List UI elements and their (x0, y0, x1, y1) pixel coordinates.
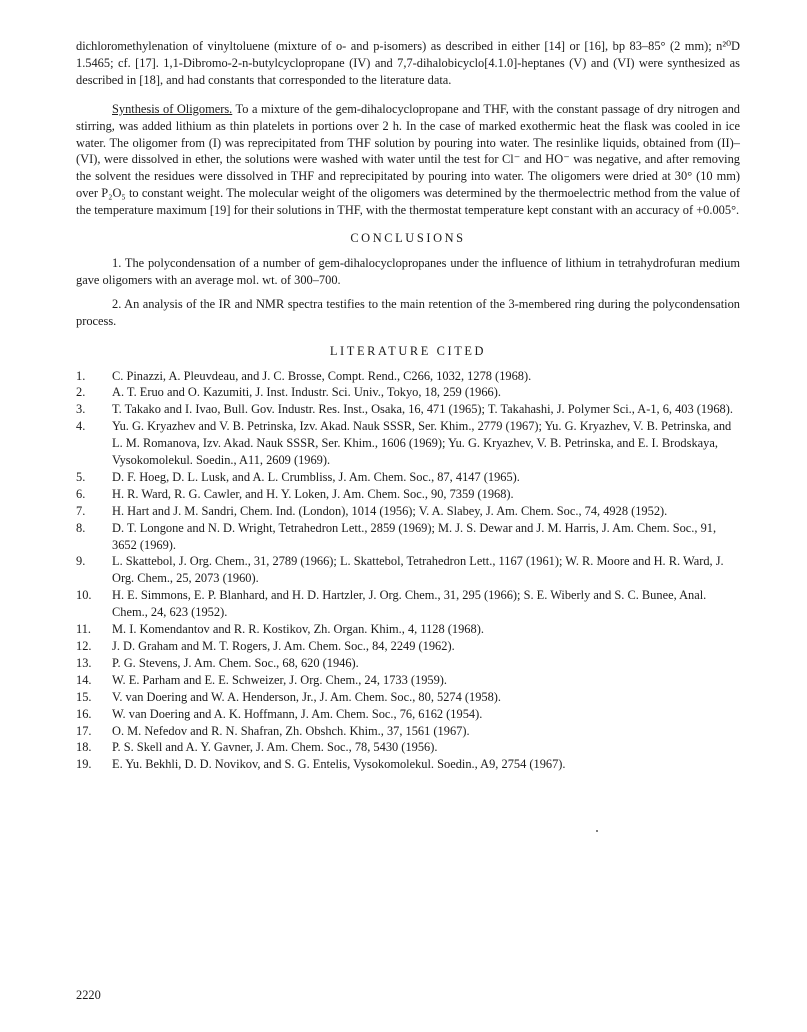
literature-heading: LITERATURE CITED (329, 343, 487, 358)
reference-item-3 (76, 401, 740, 418)
reference-number: 15. (76, 689, 92, 704)
reference-number: 17. (76, 723, 92, 738)
reference-number: 1. (76, 368, 86, 383)
reference-number: 11. (76, 622, 92, 637)
reference-item-17 (76, 723, 740, 740)
page-content (76, 38, 740, 773)
conclusion-item-2: 2. An analysis of the IR and NMR spectra testifies to the main retention of the 3-membered ring during the polycondensation process. (76, 296, 740, 328)
reference-item-2 (76, 384, 740, 401)
reference-text: W. van Doering and A. K. Hoffmann, J. Am. Chem. Soc., 76, 6162 (1954). (112, 706, 483, 721)
reference-item-16 (76, 706, 740, 723)
conclusion-item-1: 1. The polycondensation of a number of gem-dihalocyclopropanes under the influence of lithium in tetrahydrofuran medium gave oligomers with an average mol. wt. of 300–700. (76, 255, 740, 287)
reference-item-1 (76, 368, 740, 385)
reference-item-8 (76, 520, 740, 554)
reference-item-6 (76, 486, 740, 503)
reference-number: 6. (76, 486, 86, 501)
reference-number: 16. (76, 706, 92, 721)
paragraph-gap (76, 89, 740, 101)
reference-text: T. Takako and I. Ivao, Bull. Gov. Industr. Res. Inst., Osaka, 16, 471 (1965); T. Takahashi, J. Polymer Sci., A-1, 6, 403 (1968). (112, 402, 733, 417)
reference-item-9 (76, 553, 740, 587)
reference-text: H. Hart and J. M. Sandri, Chem. Ind. (London), 1014 (1956); V. A. Slabey, J. Am. Chem. Soc., 74, 4928 (1952). (112, 503, 668, 518)
reference-text: H. R. Ward, R. G. Cawler, and H. Y. Loken, J. Am. Chem. Soc., 90, 7359 (1968). (112, 486, 514, 501)
reference-text: D. F. Hoeg, D. L. Lusk, and A. L. Crumbliss, J. Am. Chem. Soc., 87, 4147 (1965). (112, 469, 520, 484)
reference-number: 12. (76, 639, 92, 653)
reference-number: 10. (76, 588, 92, 603)
reference-text: C. Pinazzi, A. Pleuvdeau, and J. C. Brosse, Compt. Rend., C266, 1032, 1278 (1968). (112, 368, 532, 383)
reference-number: 5. (76, 469, 86, 484)
reference-text: P. S. Skell and A. Y. Gavner, J. Am. Chem. Soc., 78, 5430 (1956). (112, 740, 438, 755)
reference-text: A. T. Eruo and O. Kazumiti, J. Inst. Industr. Sci. Univ., Tokyo, 18, 259 (1966). (112, 385, 501, 400)
reference-number: 4. (76, 419, 86, 434)
reference-item-18 (76, 739, 740, 756)
reference-text: W. E. Parham and E. E. Schweizer, J. Org. Chem., 24, 1733 (1959). (112, 672, 448, 687)
paragraph-gap (76, 289, 740, 296)
reference-text: D. T. Longone and N. D. Wright, Tetrahedron Lett., 2859 (1969); M. J. S. Dewar and J. M. Harris, J. Am. Chem. Soc., 91, 3652 (1969). (112, 520, 717, 552)
reference-item-13 (76, 655, 740, 672)
scan-speck (596, 830, 598, 832)
reference-item-14 (76, 672, 740, 689)
page-number: 2220 (76, 988, 101, 1002)
reference-text: Yu. G. Kryazhev and V. B. Petrinska, Izv. Akad. Nauk SSSR, Ser. Khim., 2779 (1967); Yu. G. Kryazhev, V. B. Petrinska, and L. M. Romanova, Izv. Akad. Nauk SSSR, Ser. Khim., 1606 (1969); Yu. G. Kryazhev, V. B. Petrinska, and E. I. Brodskaya, Vysokomolekul. Soedin., A11, 2609 (1969). (112, 419, 732, 468)
reference-item-4 (76, 418, 740, 469)
reference-text: P. G. Stevens, J. Am. Chem. Soc., 68, 620 (1946). (112, 655, 359, 670)
reference-number: 2. (76, 385, 86, 400)
reference-text: E. Yu. Bekhli, D. D. Novikov, and S. G. Entelis, Vysokomolekul. Soedin., A9, 2754 (1967). (112, 757, 566, 772)
reference-item-11 (76, 621, 740, 638)
synthesis-paragraph (76, 101, 740, 219)
reference-number: 19. (76, 757, 92, 772)
reference-item-5 (76, 469, 740, 486)
synthesis-heading: Synthesis of Oligomers. (112, 101, 233, 116)
conclusions-heading: CONCLUSIONS (350, 231, 466, 246)
reference-text: H. E. Simmons, E. P. Blanhard, and H. D. Hartzler, J. Org. Chem., 31, 295 (1966); S. E. Wiberly and S. C. Bunee, Anal. Chem., 24, 623 (1952). (112, 588, 707, 620)
reference-number: 14. (76, 672, 92, 687)
reference-number: 8. (76, 520, 86, 535)
reference-text: V. van Doering and W. A. Henderson, Jr., J. Am. Chem. Soc., 80, 5274 (1958). (112, 689, 502, 704)
reference-number: 7. (76, 503, 86, 518)
reference-text: J. D. Graham and M. T. Rogers, J. Am. Chem. Soc., 84, 2249 (1962). (112, 639, 455, 653)
intro-paragraph: dichloromethylenation of vinyltoluene (mixture of o- and p-isomers) as described in either [14] or [16], bp 83–85° (2 mm); n²⁰D 1.5465; cf. [17]. 1,1-Dibromo-2-n-butylcyclopropane (IV) and 7,7-dihalobicyclo[4.1.0]-heptanes (V) and (VI) were synthesized as described in [18], and had constants that corresponded to the literature data. (76, 39, 740, 87)
reference-number: 3. (76, 402, 86, 417)
reference-item-19 (76, 756, 740, 773)
reference-text: O. M. Nefedov and R. N. Shafran, Zh. Obshch. Khim., 37, 1561 (1967). (112, 723, 470, 738)
reference-number: 9. (76, 554, 86, 569)
synthesis-text: To a mixture of the gem-dihalocyclopropane and THF, with the constant passage of dry nitrogen and stirring, was added lithium as thin platelets in portions over 2 h. In the case of marked exothermic heat the flask was cooled in ice water. The oligomer from (I) was reprecipitated from THF solution by pouring into water. The resinlike liquids, obtained from (II)–(VI), were dissolved in ether, the solutions were washed with water until the test for Cl⁻ and HO⁻ was negative, and after removing the solvent the residues were dissolved in THF and reprecipitated by pouring into water. The oligomers were dried at 30° (10 mm) over P₂O₅ to constant weight. The molecular weight of the oligomers was determined by the thermoelectric method from the value of the temperature maximum [19] for their solutions in THF, with the thermostat temperature kept constant with an accuracy of +0.005°. (76, 101, 740, 218)
reference-item-7 (76, 503, 740, 520)
reference-number: 18. (76, 740, 92, 755)
reference-text: L. Skattebol, J. Org. Chem., 31, 2789 (1966); L. Skattebol, Tetrahedron Lett., 1167 (1961); W. R. Moore and H. R. Ward, J. Org. Chem., 25, 2073 (1960). (112, 554, 724, 586)
reference-item-15 (76, 689, 740, 706)
reference-item-10 (76, 587, 740, 621)
reference-item-12 (76, 638, 740, 655)
reference-text: M. I. Komendantov and R. R. Kostikov, Zh. Organ. Khim., 4, 1128 (1968). (112, 622, 484, 637)
reference-list (76, 368, 740, 774)
reference-number: 13. (76, 655, 92, 670)
